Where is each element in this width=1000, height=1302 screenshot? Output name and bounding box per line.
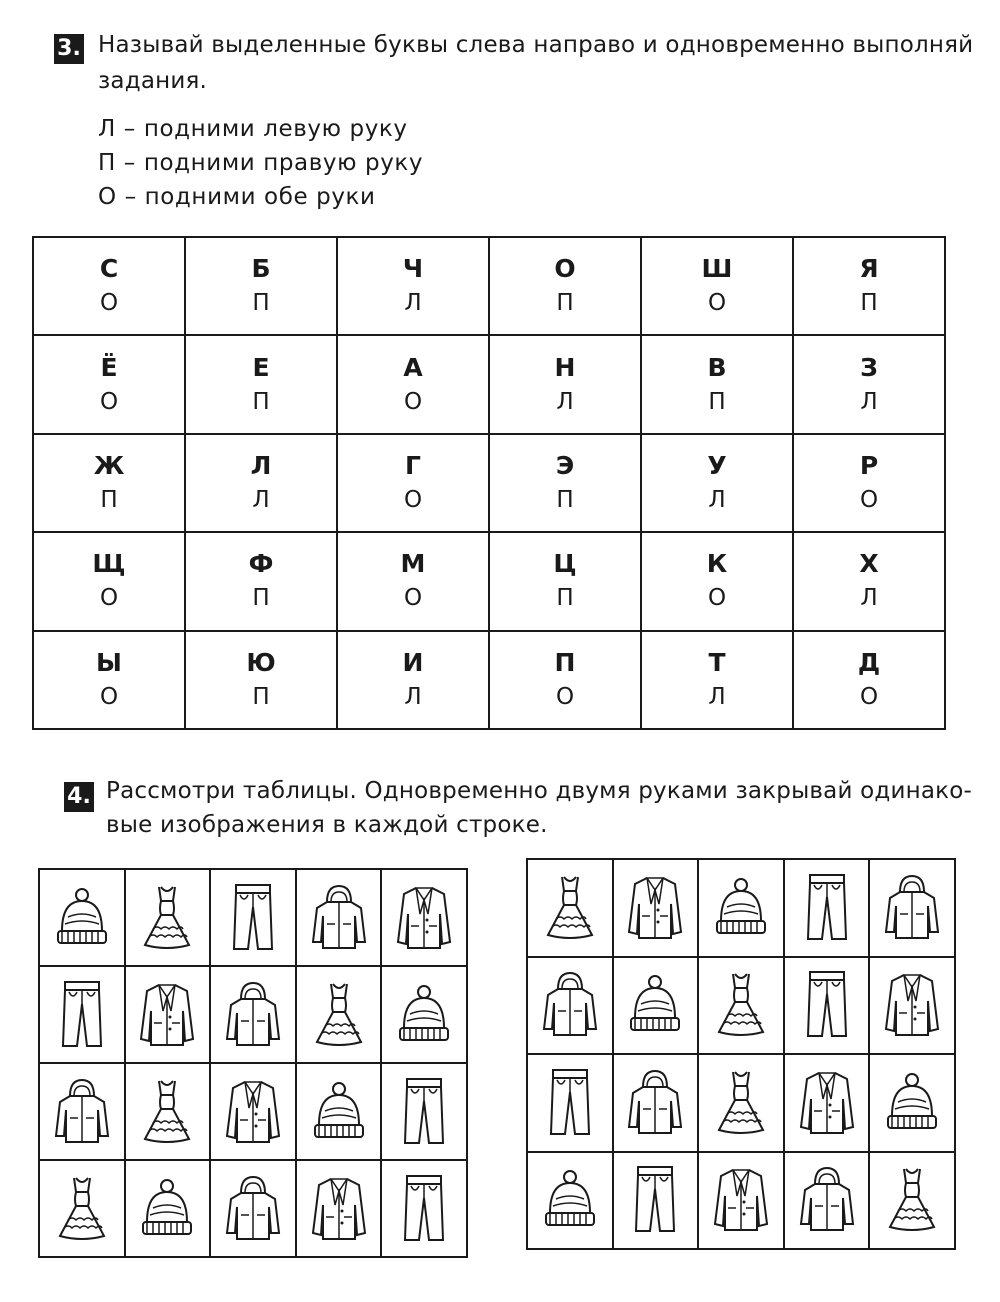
letter-cell bbox=[185, 335, 337, 433]
letter-cell bbox=[793, 532, 945, 630]
action-letter: О bbox=[403, 486, 423, 513]
hooded-jacket-icon[interactable] bbox=[39, 1063, 125, 1160]
hat-icon[interactable] bbox=[527, 1152, 613, 1250]
coat-icon[interactable] bbox=[296, 1160, 382, 1257]
action-letter: Л bbox=[708, 683, 726, 710]
letter-cell bbox=[33, 532, 185, 630]
action-letter: П bbox=[556, 585, 574, 612]
highlighted-letter: С bbox=[99, 254, 119, 284]
rule-both-hands: О – подними обе руки bbox=[98, 184, 376, 210]
letter-cell bbox=[793, 335, 945, 433]
highlighted-letter: И bbox=[402, 647, 424, 677]
highlighted-letter: Ё bbox=[100, 352, 118, 382]
highlighted-letter: Р bbox=[859, 450, 879, 480]
hat-icon[interactable] bbox=[869, 1054, 955, 1152]
letter-cell bbox=[337, 335, 489, 433]
action-letter: Л bbox=[860, 388, 878, 415]
coat-icon[interactable] bbox=[210, 1063, 296, 1160]
action-letter: П bbox=[252, 683, 270, 710]
letter-cell bbox=[337, 237, 489, 335]
highlighted-letter: Я bbox=[859, 254, 879, 284]
right-table-row bbox=[527, 1054, 955, 1152]
right-table-row bbox=[527, 1152, 955, 1250]
pants-icon[interactable] bbox=[784, 859, 870, 957]
action-letter: П bbox=[708, 388, 726, 415]
hooded-jacket-icon[interactable] bbox=[296, 869, 382, 966]
dress-icon[interactable] bbox=[39, 1160, 125, 1257]
action-letter: О bbox=[859, 486, 879, 513]
highlighted-letter: Н bbox=[554, 352, 576, 382]
letters-grid bbox=[32, 236, 946, 730]
action-letter: Л bbox=[252, 486, 270, 513]
clothing-table-right bbox=[526, 858, 956, 1250]
hat-icon[interactable] bbox=[698, 859, 784, 957]
pants-icon[interactable] bbox=[613, 1152, 699, 1250]
letter-cell bbox=[33, 335, 185, 433]
left-table-row bbox=[39, 966, 467, 1063]
action-letter: П bbox=[252, 388, 270, 415]
coat-icon[interactable] bbox=[698, 1152, 784, 1250]
highlighted-letter: Ж bbox=[93, 450, 125, 480]
action-letter: П bbox=[556, 486, 574, 513]
dress-icon[interactable] bbox=[527, 859, 613, 957]
highlighted-letter: Ш bbox=[701, 254, 733, 284]
highlighted-letter: Щ bbox=[92, 549, 126, 579]
highlighted-letter: Д bbox=[857, 647, 881, 677]
hooded-jacket-icon[interactable] bbox=[784, 1152, 870, 1250]
highlighted-letter: У bbox=[707, 450, 727, 480]
action-letter: П bbox=[252, 290, 270, 317]
action-letter: О bbox=[99, 585, 119, 612]
highlighted-letter: В bbox=[707, 352, 727, 382]
hooded-jacket-icon[interactable] bbox=[527, 957, 613, 1055]
letter-cell bbox=[33, 631, 185, 729]
highlighted-letter: М bbox=[400, 549, 426, 579]
action-letter: О bbox=[99, 290, 119, 317]
left-table-row bbox=[39, 869, 467, 966]
right-table-row bbox=[527, 859, 955, 957]
rule-left-hand: Л – подними левую руку bbox=[98, 116, 408, 142]
letter-cell bbox=[185, 631, 337, 729]
letter-cell bbox=[337, 532, 489, 630]
highlighted-letter: Ф bbox=[248, 549, 274, 579]
action-letter: О bbox=[555, 683, 575, 710]
hooded-jacket-icon[interactable] bbox=[613, 1054, 699, 1152]
highlighted-letter: Ы bbox=[96, 647, 122, 677]
action-letter: О bbox=[707, 290, 727, 317]
letter-cell bbox=[185, 532, 337, 630]
hooded-jacket-icon[interactable] bbox=[210, 966, 296, 1063]
action-letter: Л bbox=[556, 388, 574, 415]
task-4-instruction-line2: вые изображения в каждой строке. bbox=[106, 812, 548, 838]
pants-icon[interactable] bbox=[39, 966, 125, 1063]
action-letter: О bbox=[403, 388, 423, 415]
coat-icon[interactable] bbox=[125, 966, 211, 1063]
letter-cell bbox=[489, 335, 641, 433]
left-table-row bbox=[39, 1160, 467, 1257]
letter-cell bbox=[337, 631, 489, 729]
clothing-table-left bbox=[38, 868, 468, 1258]
dress-icon[interactable] bbox=[869, 1152, 955, 1250]
letter-cell bbox=[641, 631, 793, 729]
letter-cell bbox=[185, 237, 337, 335]
action-letter: П bbox=[252, 585, 270, 612]
hat-icon[interactable] bbox=[613, 957, 699, 1055]
coat-icon[interactable] bbox=[613, 859, 699, 957]
highlighted-letter: Ч bbox=[402, 254, 424, 284]
highlighted-letter: Е bbox=[252, 352, 270, 382]
highlighted-letter: О bbox=[554, 254, 576, 284]
highlighted-letter: Ю bbox=[246, 647, 276, 677]
task-4-instruction-line1: Рассмотри таблицы. Одновременно двумя руками закрывай одинако- bbox=[106, 778, 973, 804]
highlighted-letter: А bbox=[403, 352, 423, 382]
highlighted-letter: К bbox=[706, 549, 728, 579]
highlighted-letter: З bbox=[860, 352, 878, 382]
letter-cell bbox=[185, 434, 337, 532]
hat-icon[interactable] bbox=[296, 1063, 382, 1160]
pants-icon[interactable] bbox=[784, 957, 870, 1055]
hooded-jacket-icon[interactable] bbox=[869, 859, 955, 957]
action-letter: П bbox=[100, 486, 118, 513]
action-letter: О bbox=[859, 683, 879, 710]
highlighted-letter: Л bbox=[250, 450, 272, 480]
action-letter: П bbox=[860, 290, 878, 317]
coat-icon[interactable] bbox=[381, 869, 467, 966]
action-letter: Л bbox=[860, 585, 878, 612]
letter-cell bbox=[641, 434, 793, 532]
rule-right-hand: П – подними правую руку bbox=[98, 150, 424, 176]
highlighted-letter: Э bbox=[555, 450, 575, 480]
task-3-instruction-line1: Называй выделенные буквы слева направо и одновременно выполняй bbox=[98, 32, 974, 58]
left-table-row bbox=[39, 1063, 467, 1160]
dress-icon[interactable] bbox=[296, 966, 382, 1063]
letters-row bbox=[33, 532, 945, 630]
hat-icon[interactable] bbox=[381, 966, 467, 1063]
letters-row bbox=[33, 434, 945, 532]
highlighted-letter: П bbox=[554, 647, 576, 677]
dress-icon[interactable] bbox=[125, 1063, 211, 1160]
action-letter: О bbox=[99, 683, 119, 710]
letter-cell bbox=[33, 237, 185, 335]
action-letter: О bbox=[707, 585, 727, 612]
hat-icon[interactable] bbox=[125, 1160, 211, 1257]
action-letter: Л bbox=[404, 290, 422, 317]
letter-cell bbox=[793, 237, 945, 335]
task-3-instruction-line2: задания. bbox=[98, 68, 208, 94]
task-4-number: 4. bbox=[64, 782, 94, 812]
dress-icon[interactable] bbox=[698, 957, 784, 1055]
letter-cell bbox=[33, 434, 185, 532]
action-letter: Л bbox=[404, 683, 422, 710]
pants-icon[interactable] bbox=[381, 1160, 467, 1257]
letter-cell bbox=[337, 434, 489, 532]
pants-icon[interactable] bbox=[381, 1063, 467, 1160]
highlighted-letter: Ц bbox=[553, 549, 577, 579]
hat-icon[interactable] bbox=[39, 869, 125, 966]
letter-cell bbox=[641, 237, 793, 335]
dress-icon[interactable] bbox=[125, 869, 211, 966]
highlighted-letter: Т bbox=[708, 647, 726, 677]
highlighted-letter: Х bbox=[859, 549, 879, 579]
letter-cell bbox=[489, 237, 641, 335]
right-table-row bbox=[527, 957, 955, 1055]
letters-row bbox=[33, 631, 945, 729]
action-letter: Л bbox=[708, 486, 726, 513]
letter-cell bbox=[641, 532, 793, 630]
action-letter: О bbox=[99, 388, 119, 415]
letter-cell bbox=[641, 335, 793, 433]
coat-icon[interactable] bbox=[869, 957, 955, 1055]
letter-cell bbox=[793, 631, 945, 729]
letter-cell bbox=[793, 434, 945, 532]
action-letter: О bbox=[403, 585, 423, 612]
letters-row bbox=[33, 335, 945, 433]
letter-cell bbox=[489, 434, 641, 532]
highlighted-letter: Б bbox=[251, 254, 271, 284]
pants-icon[interactable] bbox=[210, 869, 296, 966]
highlighted-letter: Г bbox=[405, 450, 421, 480]
action-letter: П bbox=[556, 290, 574, 317]
letter-cell bbox=[489, 532, 641, 630]
task-3-number: 3. bbox=[54, 34, 84, 64]
letters-row bbox=[33, 237, 945, 335]
letter-cell bbox=[489, 631, 641, 729]
pants-icon[interactable] bbox=[527, 1054, 613, 1152]
hooded-jacket-icon[interactable] bbox=[210, 1160, 296, 1257]
dress-icon[interactable] bbox=[698, 1054, 784, 1152]
coat-icon[interactable] bbox=[784, 1054, 870, 1152]
